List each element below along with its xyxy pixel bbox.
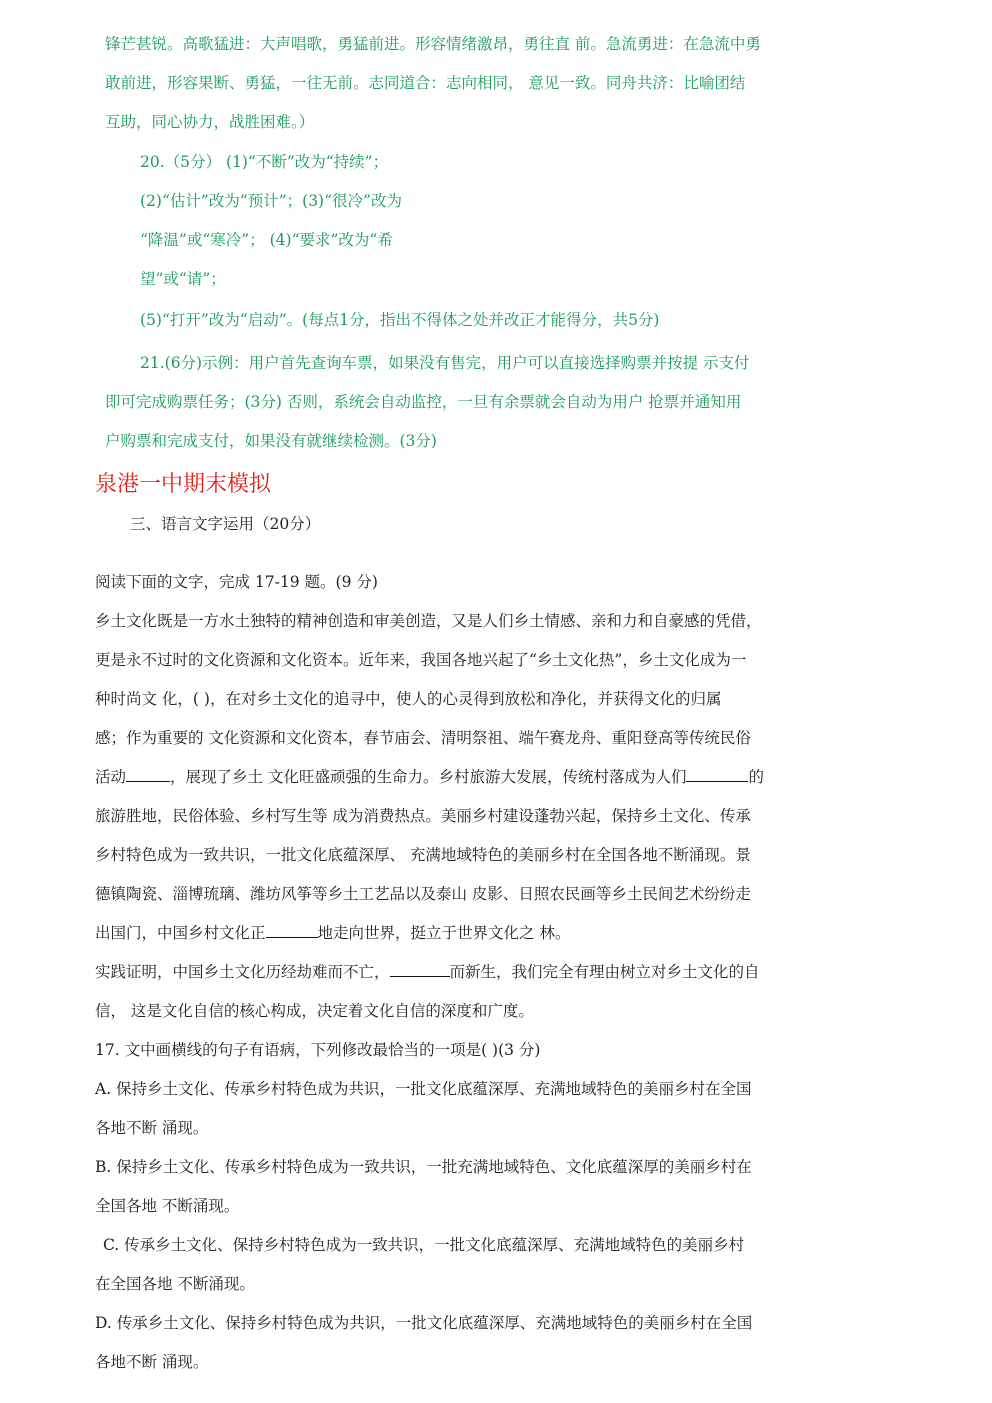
passage-line-6: 旅游胜地，民俗体验、乡村写生等 成为消费热点。美丽乡村建设蓬勃兴起，保持乡土文化、传承 — [95, 807, 751, 825]
passage-line-7: 乡村特色成为一致共识，一批文化底蕴深厚、 充满地域特色的美丽乡村在全国各地不断涌现。景 — [95, 846, 751, 864]
passage-line-3: 种时尚文 化，( )，在对乡土文化的追寻中，使人的心灵得到放松和净化，并获得文化的归属 — [95, 690, 722, 708]
fill-blank-1 — [126, 767, 170, 782]
answer-q21-line-1: 21.(6分)示例：用户首先查询车票，如果没有售完，用户可以直接选择购票并按提 示支付 — [140, 354, 750, 372]
passage-line-2: 更是永不过时的文化资源和文化资本。近年来，我国各地兴起了“乡土文化热”，乡土文化成为一 — [95, 651, 747, 669]
answer-q20-line-5: (5)“打开”改为“启动”。(每点1分，指出不得体之处并改正才能得分，共5分) — [140, 311, 660, 329]
passage-line-5-b: ，展现了乡土 文化旺盛顽强的生命力。乡村旅游大发展，传统村落成为人们 — [170, 768, 687, 786]
fill-blank-4 — [390, 962, 450, 977]
passage-line-10 — [95, 962, 760, 982]
passage-line-4: 感；作为重要的 文化资源和文化资本，春节庙会、清明祭祖、端午赛龙舟、重阳登高等传统民俗 — [95, 729, 751, 747]
passage-line-8: 德镇陶瓷、淄博琉璃、潍坊风筝等乡土工艺品以及泰山 皮影、日照农民画等乡土民间艺术纷纷走 — [95, 885, 751, 903]
answer-idioms-line-1: 锋芒甚锐。高歌猛进：大声唱歌，勇猛前进。形容情绪激昂，勇往直 前。急流勇进：在急流中勇 — [105, 35, 761, 53]
passage-line-10-a: 实践证明，中国乡土文化历经劫难而不亡， — [95, 963, 390, 981]
q17-option-d-line-2: 各地不断 涌现。 — [95, 1353, 209, 1371]
answer-idioms-line-3: 互助，同心协力，战胜困难。） — [105, 113, 315, 131]
reading-intro: 阅读下面的文字，完成 17-19 题。(9 分) — [95, 573, 378, 591]
section-heading: 三、语言文字运用（20分） — [130, 515, 321, 533]
passage-line-10-b: 而新生，我们完全有理由树立对乡土文化的自 — [449, 963, 760, 981]
passage-line-5-a: 活动 — [95, 768, 127, 786]
answer-q20-line-2: (2)“估计”改为“预计”；(3)“很冷”改为 — [140, 192, 402, 210]
q17-option-a-line-2: 各地不断 涌现。 — [95, 1119, 209, 1137]
q17-option-b-line-1: B. 保持乡土文化、传承乡村特色成为一致共识，一批充满地域特色、文化底蕴深厚的美丽乡村在 — [95, 1158, 752, 1176]
answer-q20-line-4: 望”或“请”； — [140, 270, 226, 288]
answer-q20-line-3: “降温”或“寒冷”； (4)“要求”改为“希 — [140, 231, 393, 249]
passage-line-9 — [95, 923, 570, 943]
q17-stem: 17. 文中画横线的句子有语病，下列修改最恰当的一项是( )(3 分) — [95, 1041, 541, 1059]
q17-option-c-line-1: C. 传承乡土文化、保持乡村特色成为一致共识，一批文化底蕴深厚、充满地域特色的美丽乡村 — [103, 1236, 745, 1254]
passage-line-5 — [95, 767, 764, 787]
q17-option-d-line-1: D. 传承乡土文化、保持乡村特色成为共识，一批文化底蕴深厚、充满地域特色的美丽乡村在全国 — [95, 1314, 753, 1332]
answer-q21-line-2: 即可完成购票任务；(3分) 否则，系统会自动监控，一旦有余票就会自动为用户 抢票并通知用 — [105, 393, 742, 411]
passage-line-1: 乡土文化既是一方水土独特的精神创造和审美创造，又是人们乡土情感、亲和力和自豪感的凭借， — [95, 612, 762, 630]
q17-option-c-line-2: 在全国各地 不断涌现。 — [95, 1275, 255, 1293]
passage-line-9-a: 出国门，中国乡村文化正 — [95, 924, 266, 942]
answer-idioms-line-2: 敢前进，形容果断、勇猛，一往无前。志同道合：志向相同， 意见一致。同舟共济：比喻团结 — [105, 74, 746, 92]
passage-line-5-c: 的 — [748, 768, 764, 786]
q17-option-b-line-2: 全国各地 不断涌现。 — [95, 1197, 240, 1215]
passage-line-11: 信， 这是文化自信的核心构成，决定着文化自信的深度和广度。 — [95, 1002, 534, 1020]
fill-blank-2 — [686, 767, 748, 782]
passage-line-9-b: 地走向世界，挺立于世界文化之 林。 — [317, 924, 571, 942]
q17-option-a-line-1: A. 保持乡土文化、传承乡村特色成为共识，一批文化底蕴深厚、充满地域特色的美丽乡村在全国 — [95, 1080, 752, 1098]
answer-q20-line-1: 20.（5分） (1)“不断”改为“持续”； — [140, 153, 389, 171]
answer-q21-line-3: 户购票和完成支付，如果没有就继续检测。(3分) — [105, 432, 437, 450]
fill-blank-3 — [266, 923, 318, 938]
exam-title: 泉港一中期末模拟 — [95, 472, 272, 497]
